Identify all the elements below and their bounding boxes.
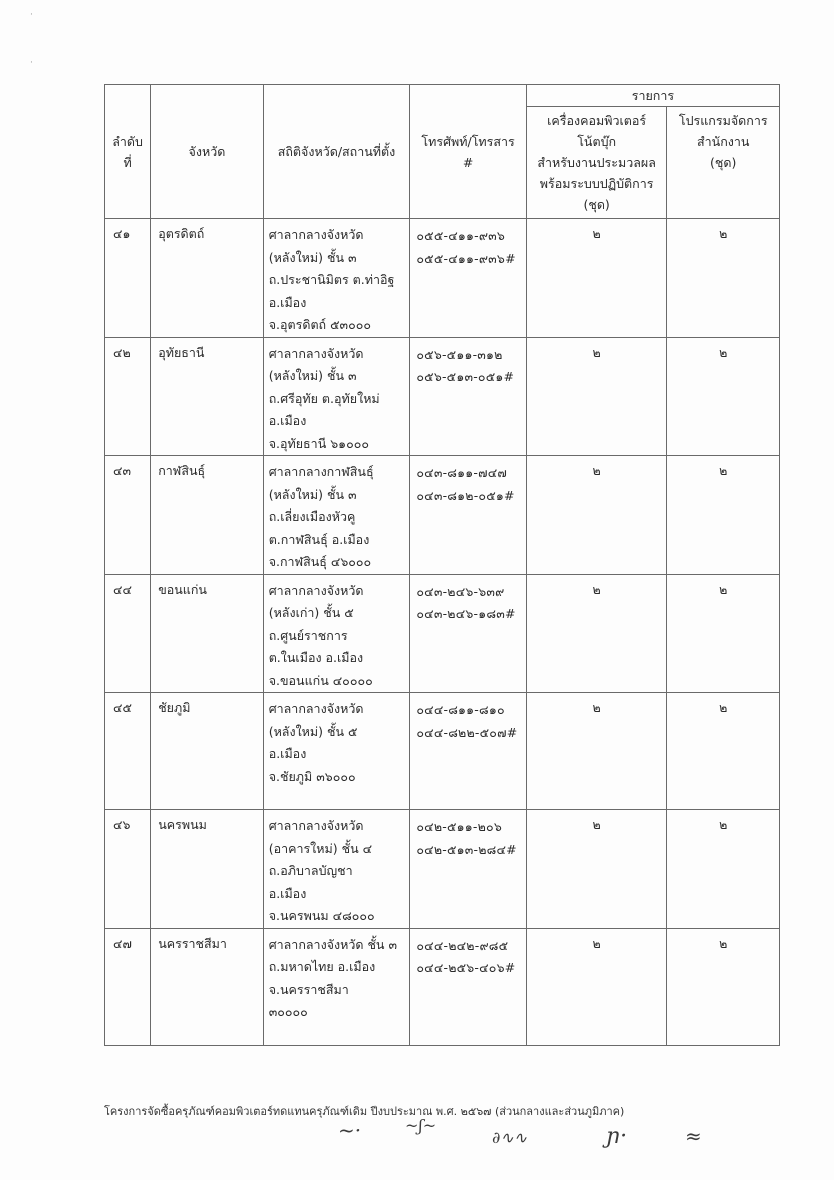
row-no: ๔๗	[105, 928, 151, 1045]
row-province: กาฬสินธุ์	[151, 456, 263, 575]
signature-initial: ɲ·	[606, 1124, 628, 1149]
row-location: ศาลากลางกาฬสินธุ์ (หลังใหม่) ชั้น ๓ ถ.เลี่ยงเมืองหัวคู ต.กาฬสินธุ์ อ.เมือง จ.กาฬสินธุ์ ๔๖๐๐๐	[263, 456, 410, 575]
table-row	[105, 456, 780, 575]
row-no: ๔๔	[105, 574, 151, 693]
row-no: ๔๕	[105, 693, 151, 810]
row-no: ๔๖	[105, 810, 151, 929]
signature-initial: ~ʃ~	[405, 1116, 437, 1135]
table-row	[105, 574, 780, 693]
row-phone: ๐๔๒-๕๑๑-๒๐๖ ๐๔๒-๕๑๓-๒๘๔#	[410, 810, 527, 929]
row-office-qty: ๒	[667, 574, 780, 693]
row-office-qty: ๒	[667, 456, 780, 575]
signature-initial: ~·	[338, 1118, 362, 1142]
row-location: ศาลากลางจังหวัด (หลังเก่า) ชั้น ๕ ถ.ศูนย์ราชการ ต.ในเมือง อ.เมือง จ.ขอนแก่น ๔๐๐๐๐	[263, 574, 410, 693]
row-no: ๔๑	[105, 219, 151, 338]
signature-initial: ≈	[685, 1124, 702, 1148]
scan-mark: ·	[30, 58, 33, 68]
row-province: อุตรดิตถ์	[151, 219, 263, 338]
row-location: ศาลากลางจังหวัด (หลังใหม่) ชั้น ๕ อ.เมือง จ.ชัยภูมิ ๓๖๐๐๐	[263, 693, 410, 810]
table-row	[105, 337, 780, 456]
header-group-items: รายการ	[526, 85, 779, 107]
row-phone: ๐๔๔-๘๑๑-๘๑๐ ๐๔๔-๘๒๒-๕๐๗#	[410, 693, 527, 810]
header-location: สถิติจังหวัด/สถานที่ตั้ง	[263, 85, 410, 219]
row-phone: ๐๔๓-๘๑๑-๗๔๗ ๐๔๓-๘๑๒-๐๕๑#	[410, 456, 527, 575]
row-province: อุทัยธานี	[151, 337, 263, 456]
row-office-qty: ๒	[667, 693, 780, 810]
table-row	[105, 810, 780, 929]
signature-initial: ∂∿∿	[492, 1128, 528, 1147]
row-province: ชัยภูมิ	[151, 693, 263, 810]
row-no: ๔๒	[105, 337, 151, 456]
row-office-qty: ๒	[667, 219, 780, 338]
table-row	[105, 219, 780, 338]
header-notebook: เครื่องคอมพิวเตอร์ โน้ตบุ๊ก สำหรับงานประมวลผล พร้อมระบบปฏิบัติการ (ชุด)	[526, 107, 667, 219]
scan-mark: ·	[30, 10, 33, 20]
table-row	[105, 928, 780, 1045]
header-no: ลำดับ ที่	[105, 85, 151, 219]
row-phone: ๐๕๕-๔๑๑-๙๓๖ ๐๕๕-๔๑๑-๙๓๖#	[410, 219, 527, 338]
row-phone: ๐๔๓-๒๔๖-๖๓๙ ๐๔๓-๒๔๖-๑๘๓#	[410, 574, 527, 693]
row-location: ศาลากลางจังหวัด ชั้น ๓ ถ.มหาดไทย อ.เมือง จ.นครราชสีมา ๓๐๐๐๐	[263, 928, 410, 1045]
row-office-qty: ๒	[667, 810, 780, 929]
row-phone: ๐๔๔-๒๔๒-๙๘๕ ๐๔๔-๒๕๖-๔๐๖#	[410, 928, 527, 1045]
row-province: ขอนแก่น	[151, 574, 263, 693]
row-province: นครราชสีมา	[151, 928, 263, 1045]
header-phone: โทรศัพท์/โทรสาร #	[410, 85, 527, 219]
row-office-qty: ๒	[667, 928, 780, 1045]
row-province: นครพนม	[151, 810, 263, 929]
table-row	[105, 693, 780, 810]
row-notebook-qty: ๒	[526, 456, 667, 575]
row-phone: ๐๕๖-๕๑๑-๓๑๒ ๐๕๖-๕๑๓-๐๕๑#	[410, 337, 527, 456]
row-no: ๔๓	[105, 456, 151, 575]
row-location: ศาลากลางจังหวัด (หลังใหม่) ชั้น ๓ ถ.ศรีอุทัย ต.อุทัยใหม่ อ.เมือง จ.อุทัยธานี ๖๑๐๐๐	[263, 337, 410, 456]
row-notebook-qty: ๒	[526, 219, 667, 338]
row-location: ศาลากลางจังหวัด (อาคารใหม่) ชั้น ๔ ถ.อภิบาลบัญชา อ.เมือง จ.นครพนม ๔๘๐๐๐	[263, 810, 410, 929]
header-province: จังหวัด	[151, 85, 263, 219]
row-notebook-qty: ๒	[526, 337, 667, 456]
equipment-table	[104, 84, 780, 1046]
header-office-software: โปรแกรมจัดการ สำนักงาน (ชุด)	[667, 107, 780, 219]
document-footer: โครงการจัดซื้อครุภัณฑ์คอมพิวเตอร์ทดแทนครุภัณฑ์เดิม ปีงบประมาณ พ.ศ. ๒๕๖๗ (ส่วนกลางและส่วนภูมิภาค)	[104, 1105, 625, 1118]
row-notebook-qty: ๒	[526, 928, 667, 1045]
row-office-qty: ๒	[667, 337, 780, 456]
row-location: ศาลากลางจังหวัด (หลังใหม่) ชั้น ๓ ถ.ประชานิมิตร ต.ท่าอิฐ อ.เมือง จ.อุตรดิตถ์ ๕๓๐๐๐	[263, 219, 410, 338]
row-notebook-qty: ๒	[526, 693, 667, 810]
row-notebook-qty: ๒	[526, 574, 667, 693]
row-notebook-qty: ๒	[526, 810, 667, 929]
